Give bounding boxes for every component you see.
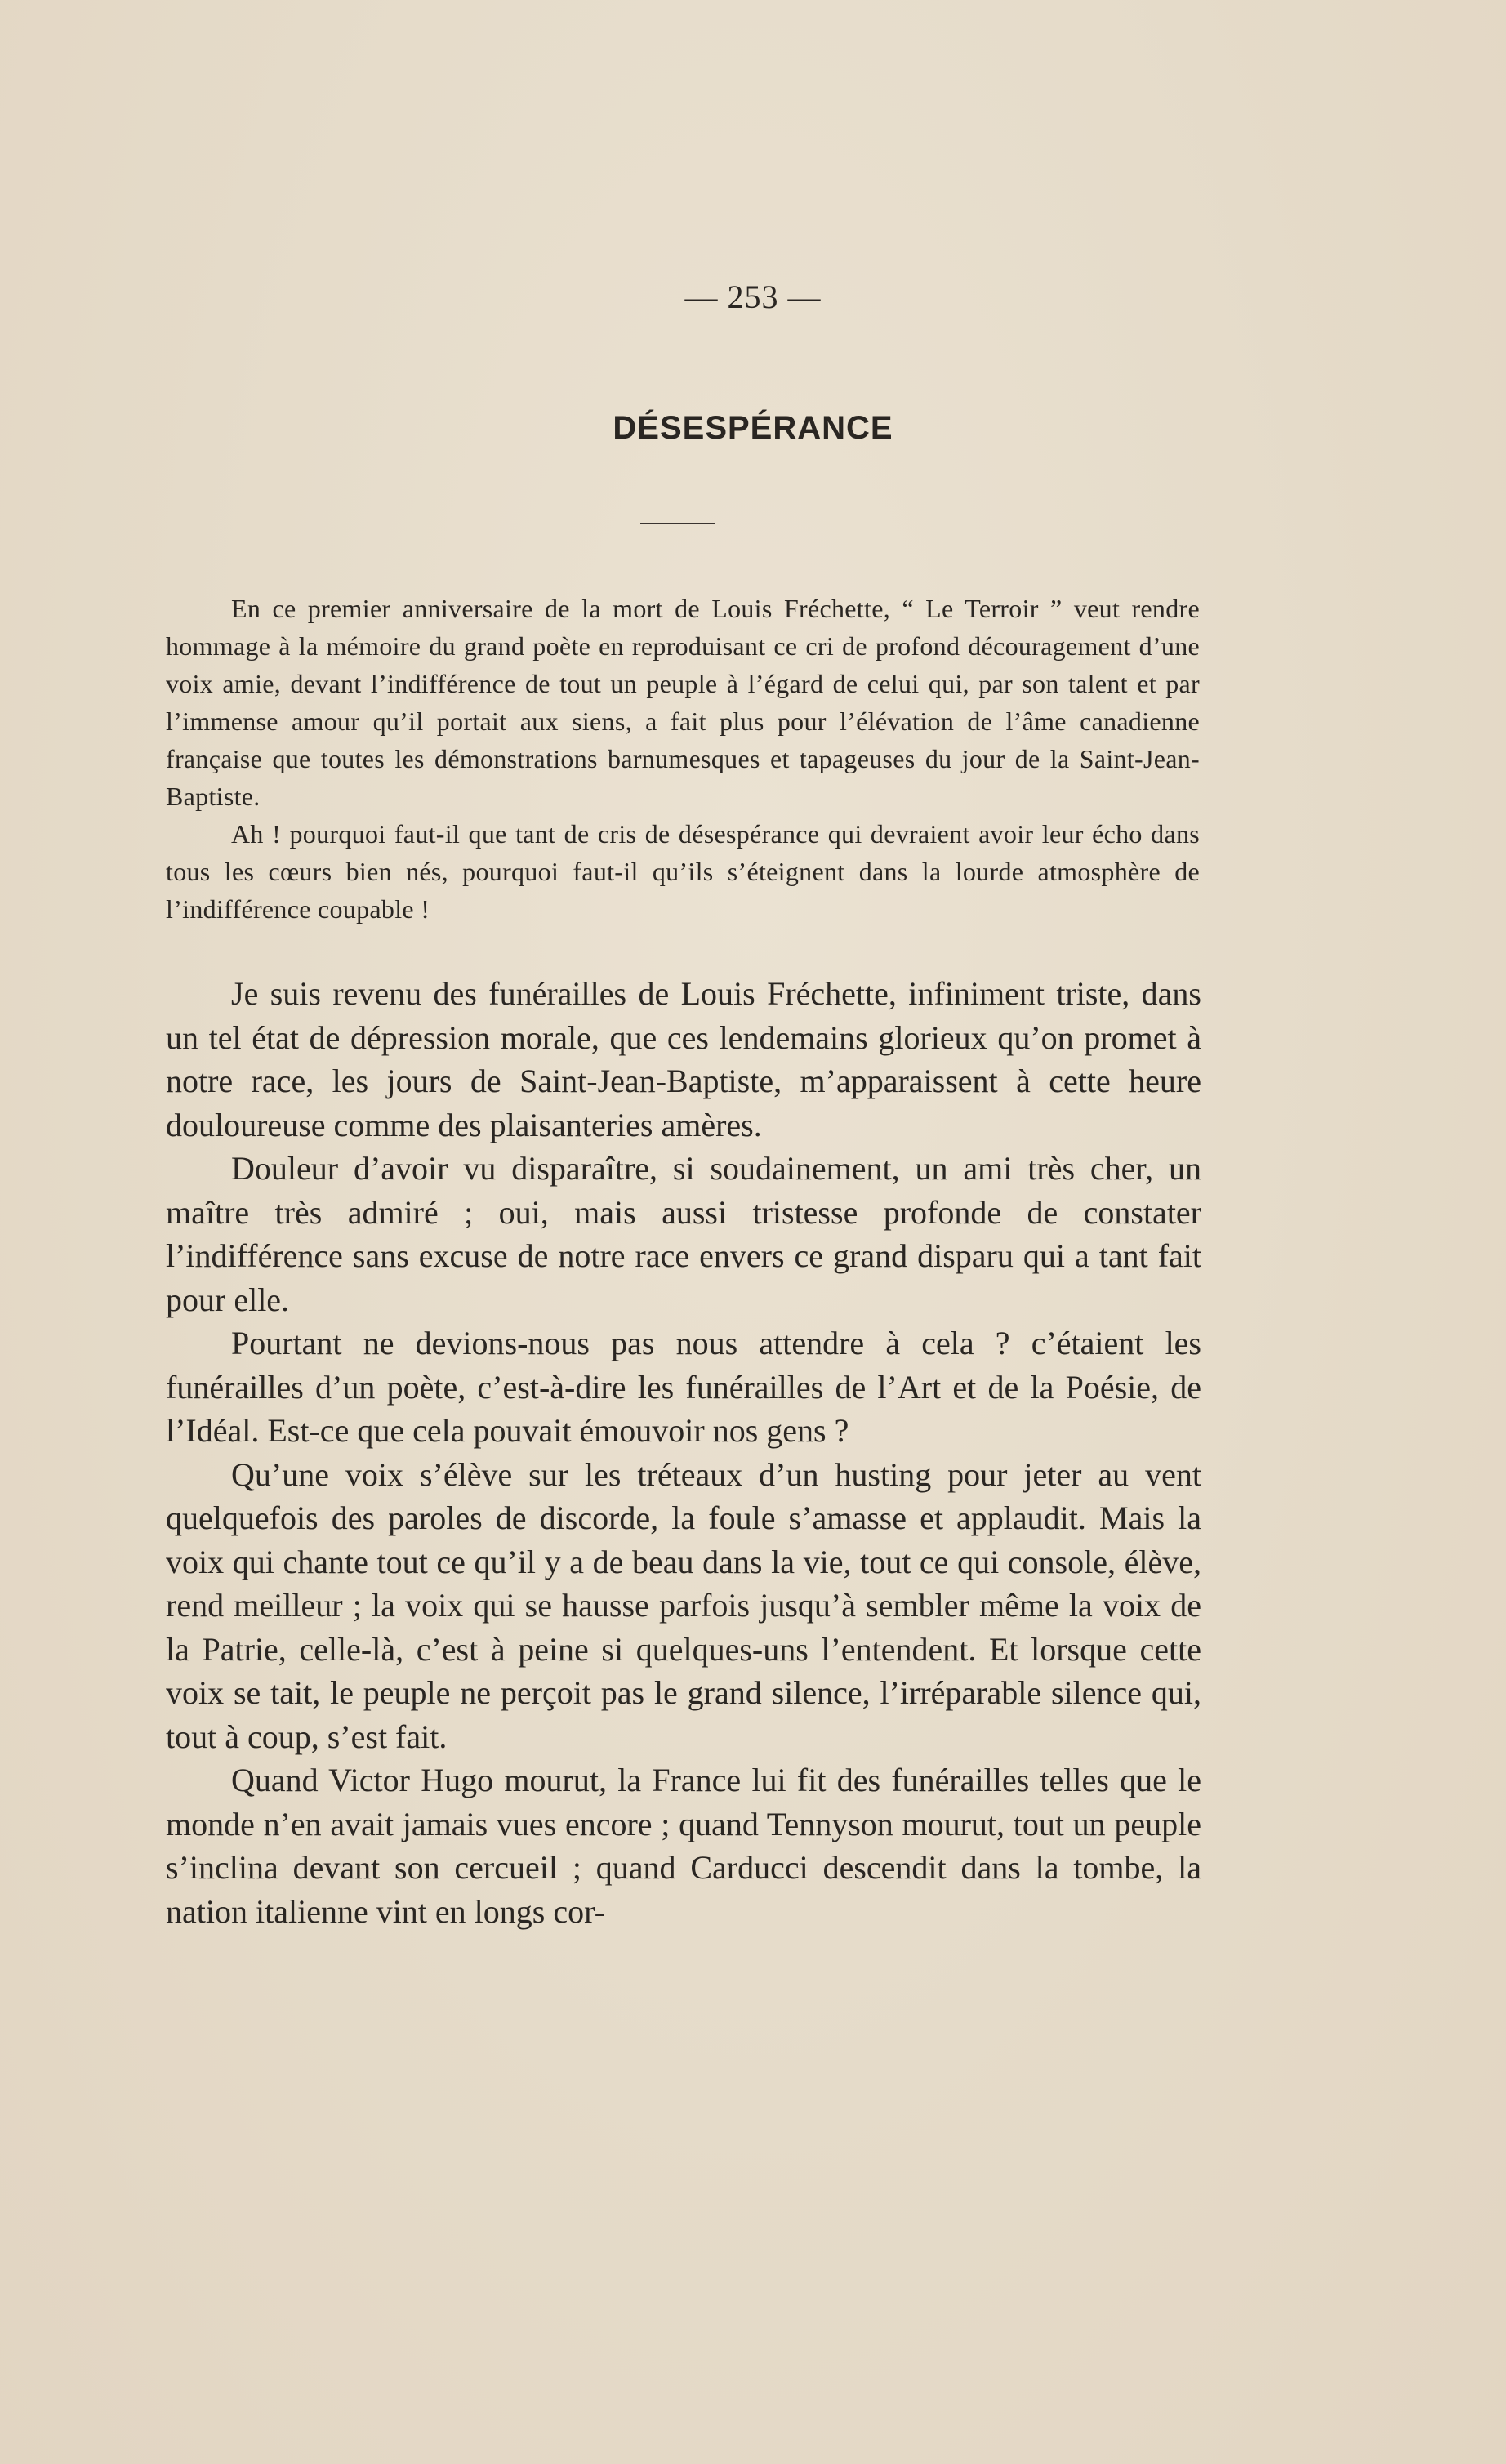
intro-paragraph: Ah ! pourquoi faut-il que tant de cris de désespérance qui devraient avoir leur écho dans tous les cœurs bien nés, pourquoi faut-il qu’ils s’éteignent dans la lourde atmosphère de l’indifférence coupable ! — [166, 819, 1200, 924]
page-number: — 253 — — [684, 278, 822, 315]
body-paragraph: Quand Victor Hugo mourut, la France lui fit des funérailles telles que le monde n’en avait jamais vues encore ; quand Tennyson mourut, tout un peuple s’inclina devant son cercueil ; quand Carducci descendit dans la tombe, la nation italienne vint en longs cor- — [166, 1762, 1201, 1930]
body-paragraph: Qu’une voix s’élève sur les tréteaux d’un husting pour jeter au vent quelquefois des paroles de discorde, la foule s’amasse et applaudit. Mais la voix qui chante tout ce qu’il y a de beau dans la vie, tout ce qui console, élève, rend meilleur ; la voix qui se hausse parfois jusqu’à sembler même la voix de la Patrie, celle-là, c’est à peine si quelques-uns l’entendent. Et lorsque cette voix se tait, le peuple ne perçoit pas le grand silence, l’irréparable silence qui, tout à coup, s’est fait. — [166, 1455, 1201, 1755]
chapter-title: DÉSESPÉRANCE — [613, 410, 893, 446]
body-paragraph: Pourtant ne devions-nous pas nous attendre à cela ? c’étaient les funérailles d’un poète, c’est-à-dire les funérailles de l’Art et de la Poésie, de l’Idéal. Est-ce que cela pouvait émouvoir nos gens ? — [166, 1325, 1201, 1449]
intro-paragraph: En ce premier anniversaire de la mort de Louis Fréchette, “ Le Terroir ” veut rendre hommage à la mémoire du grand poète en reproduisant ce cri de profond découragement d’une voix amie, devant l’indifférence de tout un peuple à l’égard de celui qui, par son talent et par l’immense amour qu’il portait aux siens, a fait plus pour l’élévation de l’âme canadienne française que toutes les démonstrations barnumesques et tapageuses du jour de la Saint-Jean-Baptiste. — [166, 594, 1200, 811]
intro-note — [166, 590, 1200, 928]
body-text — [166, 972, 1201, 1933]
title-rule — [640, 523, 715, 524]
body-paragraph: Douleur d’avoir vu disparaître, si soudainement, un ami très cher, un maître très admiré ; oui, mais aussi tristesse profonde de constater l’indifférence sans excuse de notre race envers ce grand disparu qui a tant fait pour elle. — [166, 1150, 1201, 1318]
body-paragraph: Je suis revenu des funérailles de Louis Fréchette, infiniment triste, dans un tel état de dépression morale, que ces lendemains glorieux qu’on promet à notre race, les jours de Saint-Jean-Baptiste, m’apparaissent à cette heure douloureuse comme des plaisanteries amères. — [166, 975, 1201, 1143]
